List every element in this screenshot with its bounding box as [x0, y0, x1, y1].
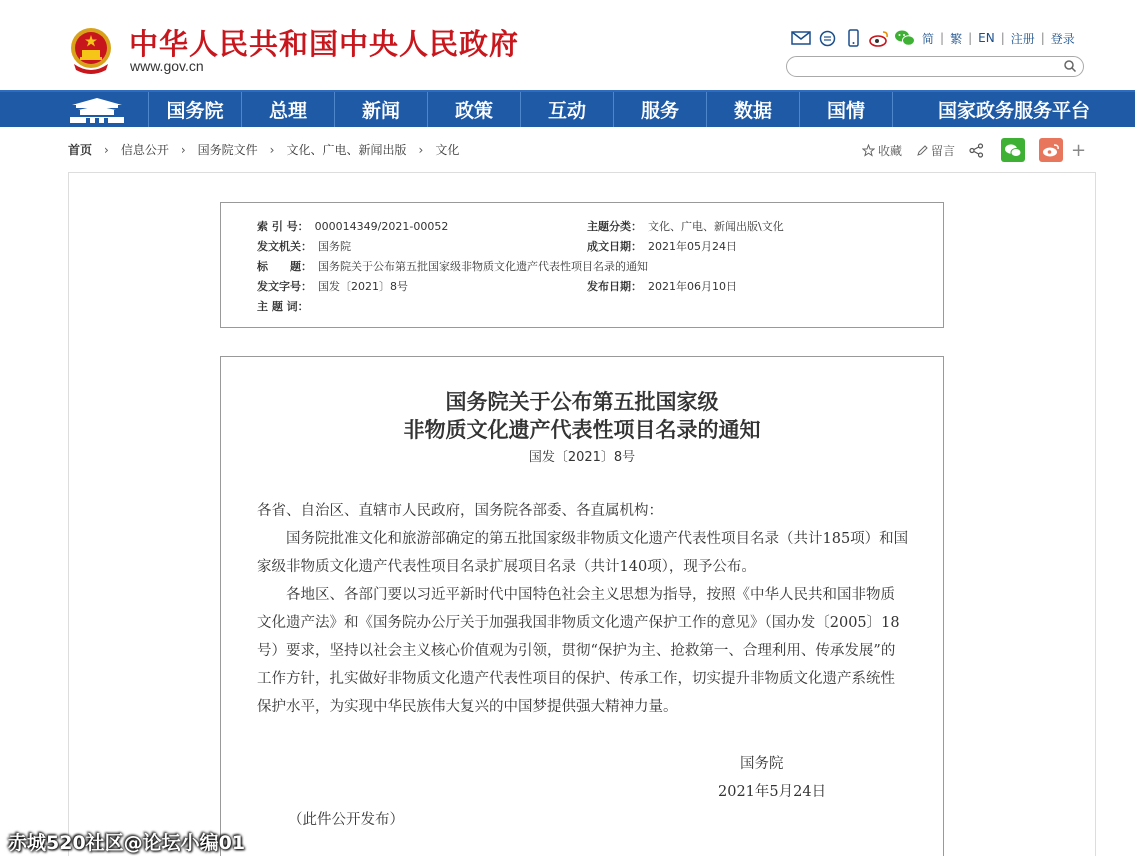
- favorite-label: 收藏: [878, 143, 903, 158]
- salutation: 各省、自治区、直辖市人民政府，国务院各部委、各直属机构：: [257, 503, 663, 519]
- meta-title-value: 国务院关于公布第五批国家级非物质文化遗产代表性项目名录的通知: [318, 260, 648, 273]
- meta-issuer-label: 发文机关：: [257, 240, 312, 253]
- weibo-share-icon[interactable]: [1039, 138, 1063, 162]
- meta-category-label: 主题分类：: [587, 220, 642, 233]
- meta-published-value: 2021年06月10日: [648, 280, 737, 293]
- site-url[interactable]: www.gov.cn: [130, 58, 204, 74]
- breadcrumb: [68, 141, 459, 158]
- breadcrumb-home[interactable]: 首页: [68, 143, 93, 157]
- chevron-right-icon: ›: [180, 142, 186, 157]
- meta-keywords: [257, 298, 309, 314]
- nav-item-news[interactable]: 新闻: [334, 92, 427, 127]
- meta-index-label: 索 引 号：: [257, 220, 309, 233]
- more-share-button[interactable]: +: [1071, 139, 1087, 161]
- divider: |: [940, 31, 945, 45]
- language-links: [922, 30, 1075, 47]
- signed-date: 2021年5月24日: [718, 784, 827, 800]
- meta-issuer-value: 国务院: [318, 240, 351, 253]
- weibo-icon[interactable]: [868, 28, 890, 48]
- wechat-share-icon[interactable]: [1001, 138, 1025, 162]
- wechat-icon[interactable]: [894, 28, 916, 48]
- breadcrumb-culture[interactable]: 文化: [435, 143, 460, 157]
- chevron-right-icon: ›: [269, 142, 275, 157]
- meta-docno-value: 国发〔2021〕8号: [318, 280, 408, 293]
- nav-item-national-info[interactable]: 国情: [799, 92, 892, 127]
- meta-written-label: 成文日期：: [587, 240, 642, 253]
- meta-title: [257, 258, 648, 274]
- share-button[interactable]: [969, 143, 987, 158]
- document-title-line1: 国务院关于公布第五批国家级: [445, 389, 719, 414]
- pencil-icon: [916, 144, 928, 157]
- nav-item-state-council[interactable]: 国务院: [148, 92, 241, 127]
- chat-icon[interactable]: [816, 28, 838, 48]
- meta-category: [587, 218, 784, 234]
- publication-note: （此件公开发布）: [288, 812, 404, 828]
- login-link[interactable]: 登录: [1050, 31, 1075, 46]
- breadcrumb-info-disclosure[interactable]: 信息公开: [120, 143, 169, 157]
- nav-item-service-platform[interactable]: 国家政务服务平台: [892, 92, 1135, 127]
- site-header: [0, 0, 1135, 90]
- document-number: 国发〔2021〕8号: [528, 450, 636, 465]
- meta-issuer: [257, 238, 351, 254]
- signer: 国务院: [740, 756, 784, 772]
- meta-doc-number: [257, 278, 408, 294]
- comment-button[interactable]: [916, 142, 955, 159]
- favorite-button[interactable]: [862, 142, 902, 159]
- paragraph-2: 各地区、各部门要以习近平新时代中国特色社会主义思想为指导，按照《中华人民共和国非物质文化遗产法》和《国务院办公厅关于加强我国非物质文化遗产保护工作的意见》（国办发〔2005〕18号）要求，坚持以社会主义核心价值观为引领，贯彻“保护为主、抢救第一、合理利用、传承发展”的工作方针，扎实做好非物质文化遗产代表性项目的保护、传承工作，切实提升非物质文化遗产系统性保护水平，为实现中华民族伟大复兴的中国梦提供强大精神力量。: [257, 587, 900, 715]
- meta-keywords-label: 主 题 词：: [257, 300, 309, 313]
- comment-label: 留言: [931, 143, 956, 158]
- top-tools: [790, 28, 1075, 48]
- document-title-line2: 非物质文化遗产代表性项目名录的通知: [403, 417, 761, 442]
- watermark-text: 赤城520社区@论坛小编01: [8, 832, 246, 854]
- meta-written-value: 2021年05月24日: [648, 240, 737, 253]
- nav-item-interaction[interactable]: 互动: [520, 92, 613, 127]
- nav-item-services[interactable]: 服务: [613, 92, 706, 127]
- search-input[interactable]: [786, 56, 1084, 77]
- mail-icon[interactable]: [790, 28, 812, 48]
- paragraph-1: 国务院批准文化和旅游部确定的第五批国家级非物质文化遗产代表性项目名录（共计185项）和国家级非物质文化遗产代表性项目名录扩展项目名录（共计140项），现予公布。: [257, 531, 909, 575]
- nav-item-policy[interactable]: 政策: [427, 92, 520, 127]
- tiananmen-logo-icon[interactable]: [66, 95, 128, 125]
- lang-simplified-link[interactable]: 简: [922, 31, 935, 46]
- divider: |: [968, 31, 973, 45]
- mobile-icon[interactable]: [842, 28, 864, 48]
- main-nav: [0, 90, 1135, 127]
- star-icon: [862, 144, 875, 157]
- share-icon: [969, 143, 984, 158]
- nav-item-premier[interactable]: 总理: [241, 92, 334, 127]
- share-bar: [862, 137, 1086, 163]
- divider: |: [1040, 31, 1045, 45]
- meta-docno-label: 发文字号：: [257, 280, 312, 293]
- meta-published-date: [587, 278, 737, 294]
- meta-written-date: [587, 238, 737, 254]
- register-link[interactable]: 注册: [1010, 31, 1035, 46]
- divider: |: [1000, 31, 1005, 45]
- breadcrumb-state-council-docs[interactable]: 国务院文件: [197, 143, 258, 157]
- nav-items: [148, 92, 1135, 127]
- meta-index: [257, 218, 448, 234]
- meta-index-value: 000014349/2021-00052: [314, 220, 449, 233]
- chevron-right-icon: ›: [418, 142, 424, 157]
- lang-english-link[interactable]: EN: [978, 31, 995, 45]
- nav-item-data[interactable]: 数据: [706, 92, 799, 127]
- national-emblem-icon[interactable]: [68, 26, 114, 76]
- meta-title-label: 标 题：: [257, 260, 312, 273]
- search-icon[interactable]: [1063, 59, 1077, 73]
- lang-traditional-link[interactable]: 繁: [950, 31, 963, 46]
- site-title[interactable]: 中华人民共和国中央人民政府: [129, 27, 520, 61]
- breadcrumb-culture-media[interactable]: 文化、广电、新闻出版: [286, 143, 407, 157]
- meta-category-value: 文化、广电、新闻出版\文化: [648, 220, 784, 233]
- chevron-right-icon: ›: [104, 142, 109, 157]
- meta-published-label: 发布日期：: [587, 280, 642, 293]
